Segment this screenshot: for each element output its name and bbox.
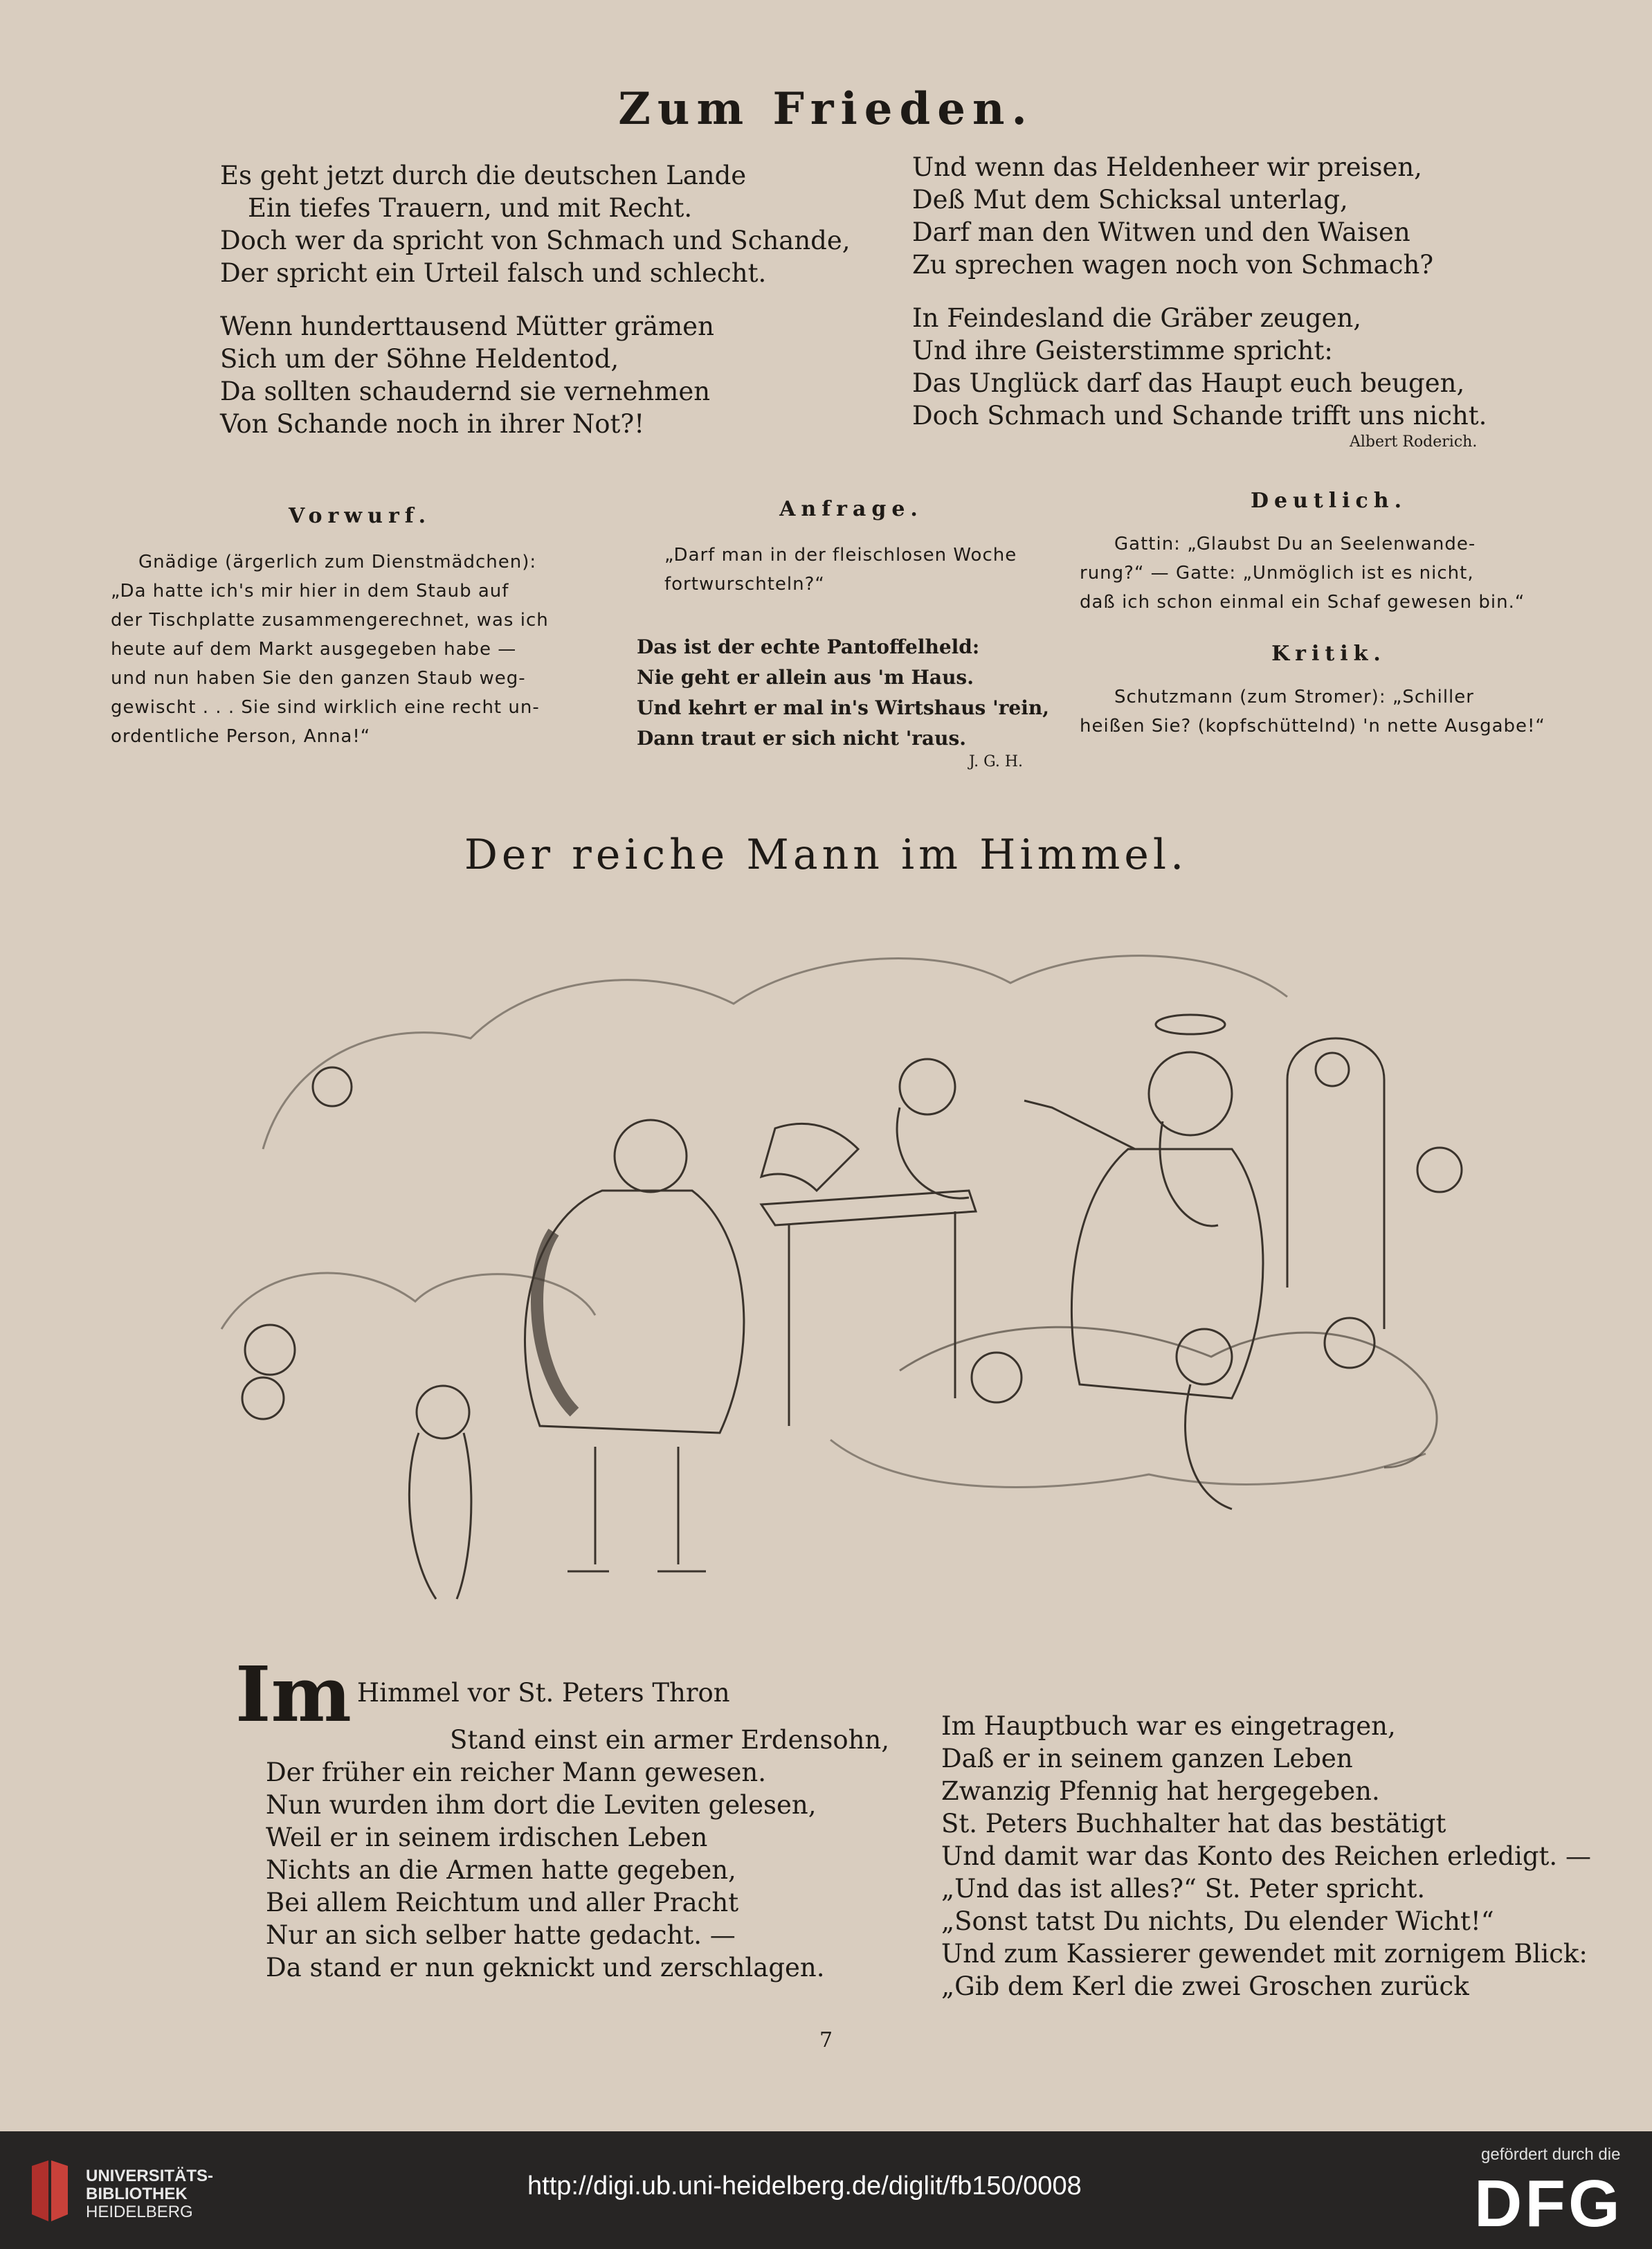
text-line: Gnädige (ärgerlich zum Dienstmädchen): — [138, 552, 537, 572]
poem-line: Zu sprechen wagen noch von Schmach? — [912, 250, 1434, 280]
poem-line: Das Unglück darf das Haupt euch beugen, — [912, 368, 1465, 398]
poem-line: Nur an sich selber hatte gedacht. — — [266, 1920, 736, 1950]
poem-line: Deß Mut dem Schicksal unterlag, — [912, 185, 1348, 215]
text-line: Das ist der echte Pantoffelheld: — [637, 635, 980, 658]
poem-line: Da sollten schaudernd sie vernehmen — [220, 377, 711, 406]
text-line: Dann traut er sich nicht 'raus. — [637, 727, 967, 750]
column-vorwurf — [111, 504, 609, 751]
text-line: „Da hatte ich's mir hier in dem Staub auf — [111, 581, 509, 602]
poem1-right-column — [912, 151, 1487, 453]
viewer-footer — [0, 2131, 1652, 2249]
poem-line: Bei allem Reichtum und aller Pracht — [266, 1888, 739, 1917]
text-line: fortwurschteln?“ — [664, 574, 825, 595]
column-subtext — [637, 632, 1066, 754]
column-heading: Kritik. — [1271, 642, 1386, 666]
poem-line: Und wenn das Heldenheer wir preisen, — [912, 152, 1422, 182]
poem-title-reiche-mann: Der reiche Mann im Himmel. — [464, 831, 1188, 879]
poem1-stanza — [912, 302, 1487, 432]
text-line: Schutzmann (zum Stromer): „Schiller — [1114, 687, 1474, 707]
poem2-right-column — [941, 1710, 1591, 2003]
column-deutlich — [1080, 489, 1578, 741]
column-heading: Deutlich. — [1250, 489, 1408, 513]
poem-line: Nichts an die Armen hatte gegeben, — [266, 1855, 736, 1885]
library-name-line: HEIDELBERG — [86, 2203, 193, 2221]
text-line: heute auf dem Markt ausgegeben habe — — [111, 639, 517, 660]
poem-line: Stand einst ein armer Erdensohn, — [450, 1725, 890, 1755]
text-line: Gattin: „Glaubst Du an Seelenwande- — [1114, 534, 1476, 554]
poem-line: St. Peters Buchhalter hat das bestätigt — [941, 1809, 1446, 1839]
poem-line: Und ihre Geisterstimme spricht: — [912, 336, 1333, 365]
poem-line: Ein tiefes Trauern, und mit Recht. — [248, 193, 693, 223]
poem-line: Sich um der Söhne Heldentod, — [220, 344, 619, 374]
text-line: der Tischplatte zusammengerechnet, was ich — [111, 610, 549, 631]
text-line: Nie geht er allein aus 'm Haus. — [637, 666, 974, 689]
poem1-stanza — [220, 310, 851, 440]
poem-line: Es geht jetzt durch die deutschen Lande — [220, 161, 747, 190]
poem1-stanza — [220, 159, 851, 289]
poem-line: Zwanzig Pfennig hat hergegeben. — [941, 1776, 1380, 1806]
library-name-line: BIBLIOTHEK — [86, 2185, 188, 2203]
poem-line: Und zum Kassierer gewendet mit zornigem Blick: — [941, 1939, 1588, 1969]
poem-line: Der spricht ein Urteil falsch und schlecht. — [220, 258, 767, 288]
poem-line: In Feindesland die Gräber zeugen, — [912, 303, 1362, 333]
text-line: Und kehrt er mal in's Wirtshaus 'rein, — [637, 696, 1049, 719]
poem1-left-column — [220, 159, 851, 461]
dfg-logo: DFG — [1474, 2167, 1623, 2241]
text-line: ordentliche Person, Anna!“ — [111, 726, 371, 747]
page-number: 7 — [819, 2028, 833, 2052]
library-name-line: UNIVERSITÄTS- — [86, 2167, 214, 2185]
permalink-url[interactable]: http://digi.ub.uni-heidelberg.de/diglit/fb150/0008 — [527, 2171, 1082, 2201]
poem-line: Nun wurden ihm dort die Leviten gelesen, — [266, 1790, 817, 1820]
text-line: rung?“ — Gatte: „Unmöglich ist es nicht, — [1080, 563, 1474, 584]
poem-line: „Sonst tatst Du nichts, Du elender Wicht!“ — [941, 1906, 1494, 1936]
poem-line: Von Schande noch in ihrer Not?! — [220, 409, 645, 439]
poem-line: Im Hauptbuch war es eingetragen, — [941, 1711, 1396, 1741]
column-text — [1080, 530, 1578, 617]
text-line: heißen Sie? (kopfschüttelnd) 'n nette Ausgabe!“ — [1080, 716, 1545, 737]
library-name — [86, 2167, 213, 2221]
poem1-stanza — [912, 151, 1487, 281]
poem-line: Wenn hunderttausend Mütter grämen — [220, 311, 714, 341]
poem-line: „Gib dem Kerl die zwei Groschen zurück — [941, 1971, 1469, 2001]
funding-note: gefördert durch die — [1481, 2145, 1621, 2164]
poem-line: Darf man den Witwen und den Waisen — [912, 217, 1410, 247]
poem-line: Und damit war das Konto des Reichen erledigt. — — [941, 1841, 1591, 1871]
poem-line: „Und das ist alles?“ St. Peter spricht. — [941, 1874, 1426, 1904]
poem-line: Doch wer da spricht von Schmach und Schande, — [220, 226, 851, 255]
poem-title-zum-frieden: Zum Frieden. — [618, 83, 1034, 135]
poem-line: Der früher ein reicher Mann gewesen. — [266, 1758, 767, 1787]
poem-line: Himmel vor St. Peters Thron — [356, 1678, 730, 1708]
poem1-author: Albert Roderich. — [1350, 433, 1478, 451]
text-line: gewischt . . . Sie sind wirklich eine recht un- — [111, 697, 540, 718]
column-anfrage — [637, 497, 1066, 770]
poem2-dropcap: Im — [235, 1650, 352, 1739]
illustration-heaven-scene — [208, 900, 1488, 1654]
column-text — [637, 541, 1066, 599]
column-heading: Anfrage. — [779, 497, 923, 521]
column-text — [1080, 683, 1578, 741]
poem2-first-line — [235, 1650, 889, 1739]
text-line: daß ich schon einmal ein Schaf gewesen bin.“ — [1080, 592, 1525, 613]
poem2-left-column — [235, 1650, 890, 1984]
column-heading: Vorwurf. — [288, 504, 432, 528]
poem-line: Weil er in seinem irdischen Leben — [266, 1823, 708, 1852]
poem-line: Doch Schmach und Schande trifft uns nicht. — [912, 401, 1487, 431]
column-initials: J. G. H. — [969, 753, 1024, 770]
column-text — [111, 548, 609, 751]
university-logo-icon — [25, 2159, 73, 2223]
text-line: und nun haben Sie den ganzen Staub weg- — [111, 668, 526, 689]
poem-line: Da stand er nun geknickt und zerschlagen. — [266, 1953, 825, 1982]
poem-line: Daß er in seinem ganzen Leben — [941, 1744, 1353, 1773]
text-line: „Darf man in der fleischlosen Woche — [664, 545, 1017, 566]
